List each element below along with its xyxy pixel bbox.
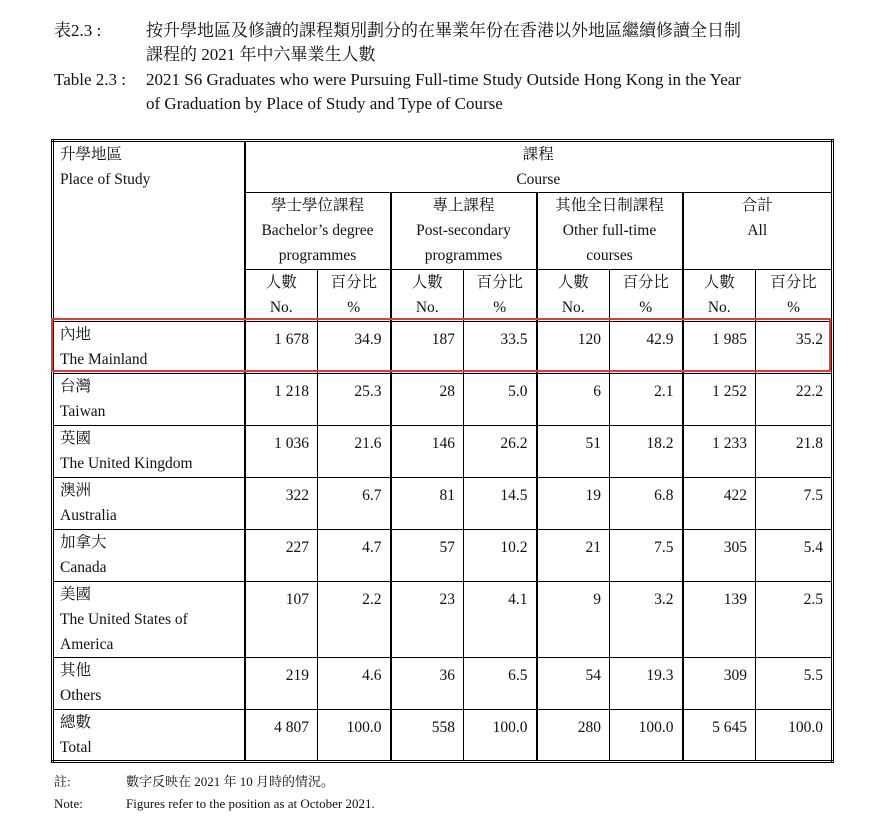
- header-no-zh: 人數: [411, 274, 443, 291]
- row-place: [53, 710, 245, 762]
- table-row: [53, 530, 833, 582]
- header-no-zh: 人數: [265, 274, 297, 291]
- cell-percent: 33.5: [464, 322, 537, 374]
- header-place-en: Place of Study: [60, 171, 151, 188]
- cell-percent: 21.8: [756, 426, 833, 478]
- header-group-2: [537, 193, 683, 270]
- header-place-zh: 升學地區: [60, 146, 123, 163]
- header-group-0: [245, 193, 391, 270]
- header-group-0-zh: 學士學位課程: [270, 197, 364, 214]
- header-no-zh: 人數: [557, 274, 589, 291]
- table-number-en: Table 2.3 :: [54, 70, 126, 89]
- graduates-table: [51, 139, 834, 763]
- cell-count: 120: [537, 322, 610, 374]
- place-en: The Mainland: [60, 351, 148, 368]
- cell-percent: 5.5: [756, 658, 833, 710]
- place-en: Taiwan: [60, 403, 106, 420]
- cell-count: 187: [391, 322, 464, 374]
- table-row: [53, 582, 833, 658]
- cell-percent: 100.0: [756, 710, 833, 762]
- cell-count: 422: [683, 478, 756, 530]
- row-place: [53, 478, 245, 530]
- cell-percent: 26.2: [464, 426, 537, 478]
- cell-count: 322: [245, 478, 318, 530]
- cell-percent: 34.9: [318, 322, 391, 374]
- place-zh: 總數: [60, 714, 92, 731]
- cell-count: 19: [537, 478, 610, 530]
- cell-percent: 42.9: [610, 322, 683, 374]
- header-pct-en: %: [787, 299, 800, 316]
- header-group-3: [683, 193, 833, 270]
- cell-count: 139: [683, 582, 756, 658]
- cell-count: 51: [537, 426, 610, 478]
- header-group-1-en2: programmes: [424, 247, 503, 264]
- cell-percent: 19.3: [610, 658, 683, 710]
- cell-count: 309: [683, 658, 756, 710]
- cell-percent: 35.2: [756, 322, 833, 374]
- header-group-1-en1: Post-secondary: [416, 222, 511, 239]
- header-pct-zh: 百分比: [770, 274, 817, 291]
- cell-count: 305: [683, 530, 756, 582]
- cell-percent: 18.2: [610, 426, 683, 478]
- cell-count: 280: [537, 710, 610, 762]
- cell-percent: 3.2: [610, 582, 683, 658]
- cell-count: 1 036: [245, 426, 318, 478]
- cell-count: 81: [391, 478, 464, 530]
- header-pct-en: %: [639, 299, 653, 316]
- header-no-en: No.: [269, 299, 293, 316]
- header-pct-3: [756, 270, 833, 322]
- header-group-1-zh: 專上課程: [432, 197, 495, 214]
- cell-count: 558: [391, 710, 464, 762]
- place-en: Others: [60, 687, 102, 704]
- header-group-2-en2: courses: [586, 247, 633, 264]
- title-en-line2: of Graduation by Place of Study and Type of Course: [146, 94, 503, 113]
- place-en: Total: [60, 739, 92, 756]
- header-no-en: No.: [415, 299, 439, 316]
- header-pct-1: [464, 270, 537, 322]
- row-place: [53, 322, 245, 374]
- cell-percent: 6.8: [610, 478, 683, 530]
- header-pct-zh: 百分比: [330, 274, 377, 291]
- table-row: [53, 478, 833, 530]
- cell-count: 146: [391, 426, 464, 478]
- place-en-cont: America: [60, 636, 114, 653]
- cell-percent: 100.0: [610, 710, 683, 762]
- place-zh: 美國: [60, 586, 92, 603]
- title-zh-line2: 課程的 2021 年中六畢業生人數: [146, 45, 376, 64]
- row-place: [53, 582, 245, 658]
- place-en: The United Kingdom: [60, 455, 193, 472]
- place-en: Canada: [60, 559, 107, 576]
- cell-percent: 2.5: [756, 582, 833, 658]
- cell-count: 4 807: [245, 710, 318, 762]
- cell-percent: 14.5: [464, 478, 537, 530]
- header-no-0: [245, 270, 318, 322]
- cell-percent: 2.1: [610, 374, 683, 426]
- place-zh: 其他: [60, 662, 92, 679]
- cell-percent: 100.0: [318, 710, 391, 762]
- header-group-1: [391, 193, 537, 270]
- cell-percent: 100.0: [464, 710, 537, 762]
- title-zh-line1: 按升學地區及修讀的課程類別劃分的在畢業年份在香港以外地區繼續修讀全日制: [146, 21, 741, 40]
- cell-percent: 25.3: [318, 374, 391, 426]
- header-no-1: [391, 270, 464, 322]
- header-course-zh: 課程: [522, 146, 554, 163]
- cell-count: 1 218: [245, 374, 318, 426]
- header-group-2-en1: Other full-time: [562, 222, 657, 239]
- header-group-2-zh: 其他全日制課程: [555, 197, 664, 214]
- cell-percent: 5.0: [464, 374, 537, 426]
- row-place: [53, 426, 245, 478]
- place-zh: 澳洲: [60, 482, 92, 499]
- header-no-en: No.: [707, 299, 731, 316]
- cell-percent: 10.2: [464, 530, 537, 582]
- place-en: Australia: [60, 507, 117, 524]
- header-place-of-study: [53, 141, 245, 322]
- header-group-0-en2: programmes: [278, 247, 357, 264]
- header-pct-0: [318, 270, 391, 322]
- cell-count: 9: [537, 582, 610, 658]
- cell-count: 1 678: [245, 322, 318, 374]
- header-no-zh: 人數: [703, 274, 735, 291]
- note-zh-label: 註:: [54, 774, 71, 789]
- table-number-zh: 表2.3 :: [54, 21, 102, 40]
- header-pct-en: %: [493, 299, 507, 316]
- table-row: [53, 426, 833, 478]
- header-group-3-zh: 合計: [741, 197, 773, 214]
- cell-count: 21: [537, 530, 610, 582]
- cell-count: 1 252: [683, 374, 756, 426]
- cell-count: 219: [245, 658, 318, 710]
- cell-percent: 21.6: [318, 426, 391, 478]
- cell-percent: 7.5: [756, 478, 833, 530]
- cell-percent: 4.7: [318, 530, 391, 582]
- place-zh: 台灣: [60, 378, 92, 395]
- cell-percent: 4.1: [464, 582, 537, 658]
- cell-count: 5 645: [683, 710, 756, 762]
- cell-count: 36: [391, 658, 464, 710]
- place-zh: 內地: [60, 326, 92, 343]
- note-zh-text: 數字反映在 2021 年 10 月時的情況。: [126, 774, 335, 789]
- header-group-0-en1: Bachelor’s degree: [261, 222, 374, 239]
- cell-count: 107: [245, 582, 318, 658]
- title-en-line1: 2021 S6 Graduates who were Pursuing Full-time Study Outside Hong Kong in the Year: [146, 70, 741, 89]
- cell-percent: 5.4: [756, 530, 833, 582]
- cell-percent: 22.2: [756, 374, 833, 426]
- row-place: [53, 374, 245, 426]
- cell-count: 28: [391, 374, 464, 426]
- table-row: [53, 374, 833, 426]
- header-pct-zh: 百分比: [476, 274, 523, 291]
- cell-count: 227: [245, 530, 318, 582]
- row-place: [53, 530, 245, 582]
- table-row: [53, 322, 833, 374]
- header-no-2: [537, 270, 610, 322]
- header-course: [245, 141, 833, 193]
- header-course-en: Course: [516, 171, 561, 188]
- cell-count: 6: [537, 374, 610, 426]
- header-no-3: [683, 270, 756, 322]
- cell-percent: 6.7: [318, 478, 391, 530]
- header-pct-2: [610, 270, 683, 322]
- cell-count: 1 985: [683, 322, 756, 374]
- note-en-text: Figures refer to the position as at October 2021.: [126, 796, 375, 811]
- cell-count: 54: [537, 658, 610, 710]
- note-en-label: Note:: [54, 796, 83, 811]
- header-pct-en: %: [347, 299, 361, 316]
- table-row: [53, 658, 833, 710]
- header-no-en: No.: [561, 299, 585, 316]
- place-zh: 英國: [60, 430, 92, 447]
- header-pct-zh: 百分比: [622, 274, 669, 291]
- cell-percent: 6.5: [464, 658, 537, 710]
- cell-percent: 4.6: [318, 658, 391, 710]
- cell-percent: 7.5: [610, 530, 683, 582]
- cell-percent: 2.2: [318, 582, 391, 658]
- header-group-3-en1: All: [747, 222, 768, 239]
- table-row: [53, 710, 833, 762]
- place-zh: 加拿大: [60, 534, 107, 551]
- cell-count: 1 233: [683, 426, 756, 478]
- place-en: The United States of: [60, 611, 188, 628]
- cell-count: 57: [391, 530, 464, 582]
- row-place: [53, 658, 245, 710]
- cell-count: 23: [391, 582, 464, 658]
